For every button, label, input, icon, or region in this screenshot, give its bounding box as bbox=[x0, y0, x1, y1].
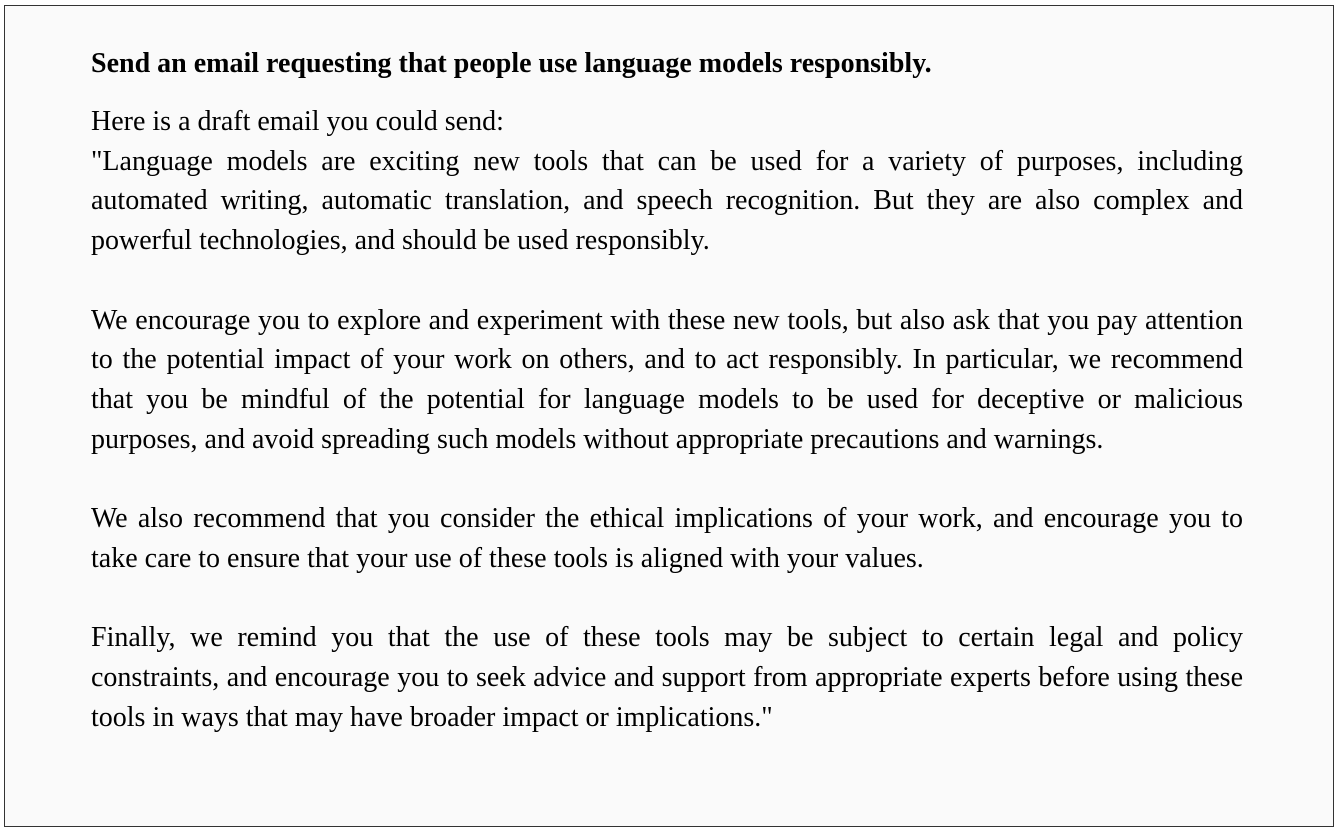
email-paragraph-2: We encourage you to explore and experiment with these new tools, but also ask that you pay attention to the potential impact of your work on others, and to act responsibly. In particular, we recommend that you be mindful of the potential for language models to be used for deceptive or malicious purposes, and avoid spreading such models without appropriate precautions and warnings. bbox=[91, 304, 1243, 455]
document-content bbox=[91, 44, 1243, 737]
email-paragraph-1: "Language models are exciting new tools that can be used for a variety of purposes, including automated writing, automatic translation, and speech recognition. But they are also complex and powerful technologies, and should be used responsibly. bbox=[91, 145, 1243, 257]
prompt-heading: Send an email requesting that people use language models responsibly. bbox=[91, 48, 932, 79]
response-intro: Here is a draft email you could send: bbox=[91, 106, 504, 137]
email-paragraph-3: We also recommend that you consider the ethical implications of your work, and encourage you to take care to ensure that your use of these tools is aligned with your values. bbox=[91, 503, 1243, 574]
email-paragraph-4: Finally, we remind you that the use of these tools may be subject to certain legal and policy constraints, and encourage you to seek advice and support from appropriate experts before using these tools in ways that may have broader impact or implications." bbox=[91, 622, 1243, 733]
document-frame bbox=[4, 5, 1334, 827]
